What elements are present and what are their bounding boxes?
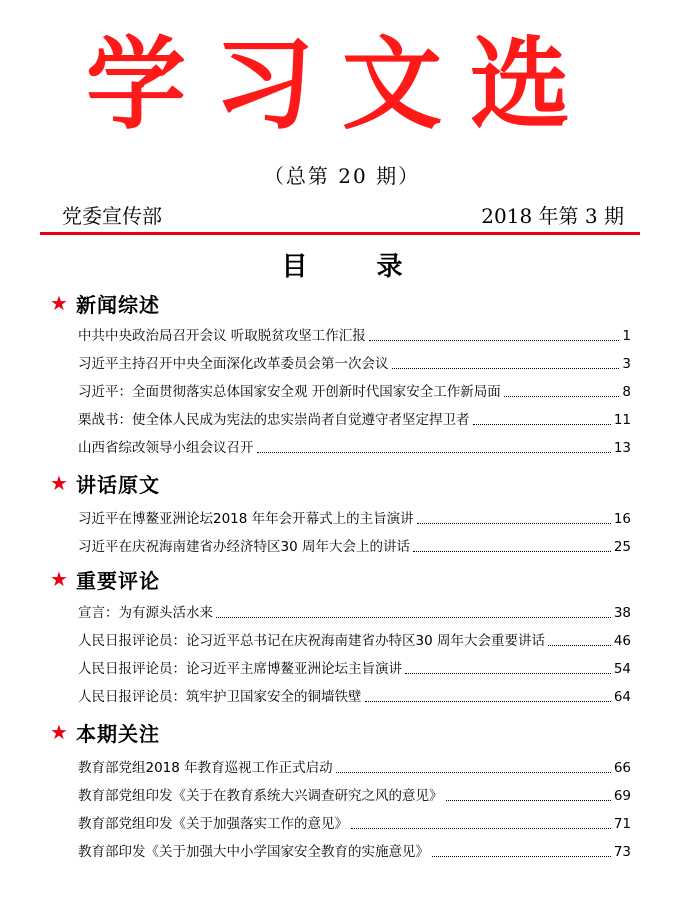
section-label: 本期关注 [76,721,160,746]
entry-page: 3 [622,356,631,372]
entry-page: 8 [622,384,631,400]
dot-leader [405,673,611,674]
toc-entry[interactable] [78,810,631,834]
section-label: 讲话原文 [76,472,160,497]
dot-leader [548,645,611,646]
entry-page: 38 [613,605,631,621]
star-icon: ★ [50,720,68,744]
toc-entry[interactable] [78,533,631,557]
dot-leader [216,617,611,618]
entry-title: 习近平在庆祝海南建省办经济特区30 周年大会上的讲话 [78,539,410,555]
entry-title: 人民日报评论员：论习近平总书记在庆祝海南建省办特区30 周年大会重要讲话 [78,633,545,649]
issue-number: 2018 年第 3 期 [481,204,624,228]
star-icon: ★ [50,567,68,591]
toc-entry[interactable] [78,406,631,430]
dot-leader [369,340,620,341]
toc-section-focus [50,717,160,747]
entry-page: 64 [613,689,631,705]
toc-entry[interactable] [78,627,631,651]
toc-title: 目 录 [281,252,433,282]
toc-entry[interactable] [78,683,631,707]
dot-leader [392,368,620,369]
toc-entry[interactable] [78,782,631,806]
dot-leader [257,452,611,453]
entry-page: 1 [622,328,631,344]
department-name: 党委宣传部 [62,204,162,228]
entry-title: 教育部党组印发《关于在教育系统大兴调查研究之风的意见》 [78,788,443,804]
dot-leader [413,551,611,552]
entry-title: 教育部党组印发《关于加强落实工作的意见》 [78,816,348,832]
dot-leader [473,424,611,425]
toc-entry[interactable] [78,754,631,778]
dot-leader [351,828,611,829]
toc-entry[interactable] [78,434,631,458]
toc-entry[interactable] [78,505,631,529]
dot-leader [365,701,611,702]
entry-title: 宣言：为有源头活水来 [78,605,213,621]
masthead-title: 学习文选 [86,26,598,143]
entry-page: 54 [613,661,631,677]
toc-entry[interactable] [78,838,631,862]
entry-page: 73 [613,844,631,860]
toc-entry[interactable] [78,599,631,623]
star-icon: ★ [50,471,68,495]
entry-title: 中共中央政治局召开会议 听取脱贫攻坚工作汇报 [78,328,366,344]
entry-page: 25 [613,539,631,555]
toc-entry[interactable] [78,322,631,346]
section-label: 新闻综述 [76,292,160,317]
entry-title: 习近平主持召开中央全面深化改革委员会第一次会议 [78,356,389,372]
header-divider [40,232,640,235]
dot-leader [446,800,611,801]
toc-section-commentary [50,564,160,594]
total-issue-number: （总第 20 期） [263,164,421,188]
entry-page: 16 [613,511,631,527]
entry-title: 习近平在博鳌亚洲论坛2018 年年会开幕式上的主旨演讲 [78,511,414,527]
dot-leader [336,772,611,773]
entry-page: 71 [613,816,631,832]
dot-leader [432,856,611,857]
toc-section-speeches [50,468,160,498]
entry-title: 教育部印发《关于加强大中小学国家安全教育的实施意见》 [78,844,429,860]
entry-page: 66 [613,760,631,776]
section-label: 重要评论 [76,568,160,593]
entry-page: 11 [613,412,631,428]
dot-leader [417,523,611,524]
entry-title: 人民日报评论员：筑牢护卫国家安全的铜墙铁壁 [78,689,362,705]
toc-section-news [50,288,160,318]
toc-entry[interactable] [78,350,631,374]
star-icon: ★ [50,291,68,315]
entry-page: 69 [613,788,631,804]
entry-title: 习近平：全面贯彻落实总体国家安全观 开创新时代国家安全工作新局面 [78,384,501,400]
entry-title: 山西省综改领导小组会议召开 [78,440,254,456]
entry-title: 教育部党组2018 年教育巡视工作正式启动 [78,760,333,776]
entry-page: 13 [613,440,631,456]
entry-title: 人民日报评论员：论习近平主席博鳌亚洲论坛主旨演讲 [78,661,402,677]
entry-title: 栗战书：使全体人民成为宪法的忠实崇尚者自觉遵守者坚定捍卫者 [78,412,470,428]
toc-entry[interactable] [78,378,631,402]
dot-leader [504,396,620,397]
entry-page: 46 [613,633,631,649]
toc-entry[interactable] [78,655,631,679]
